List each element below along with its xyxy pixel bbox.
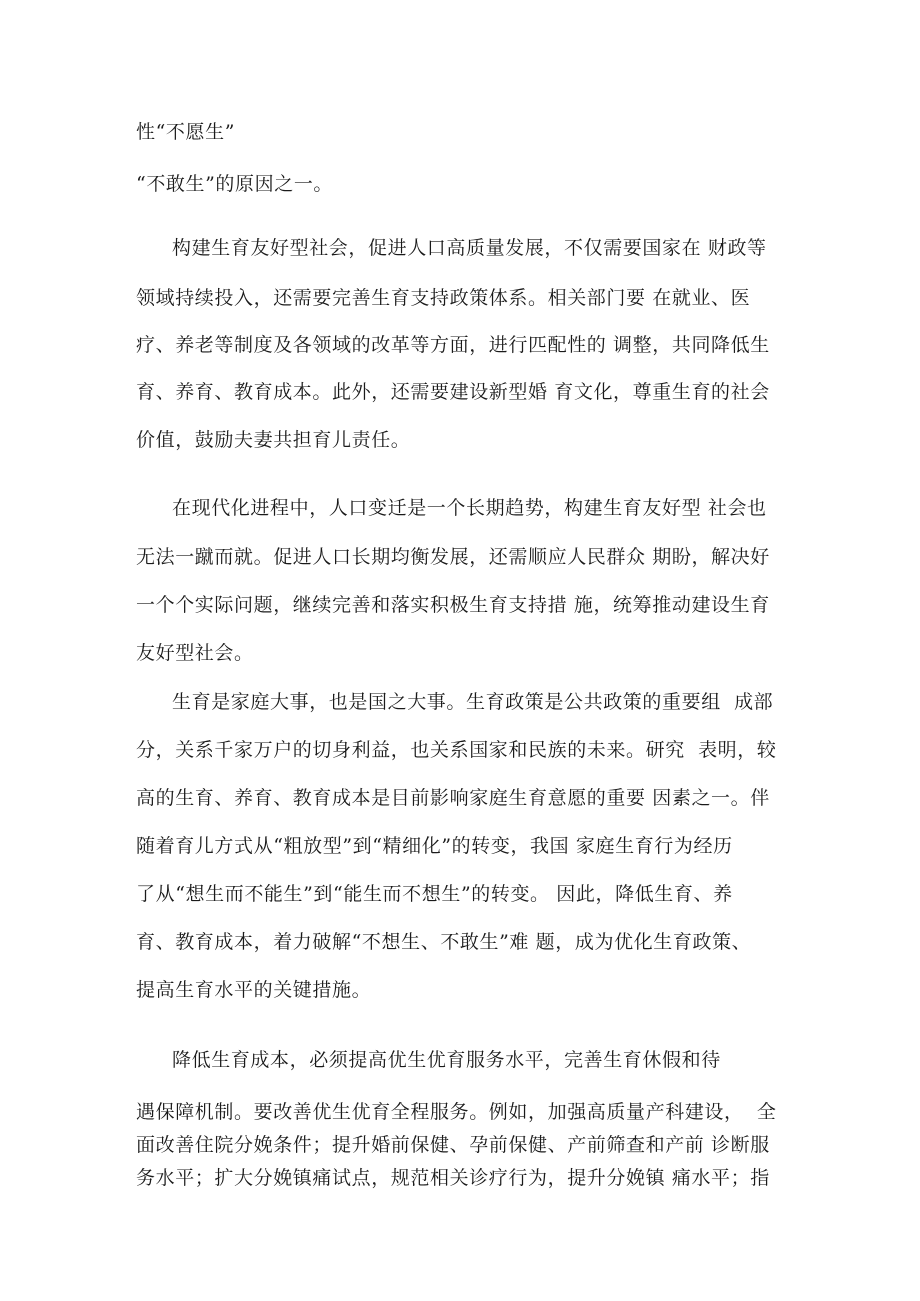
- paragraph-line: 构建生育友好型社会，促进人口高质量发展，不仅需要国家在 财政等: [172, 237, 767, 259]
- paragraph-line: 领域持续投入，还需要完善生育支持政策体系。相关部门要 在就业、医: [136, 287, 751, 309]
- paragraph-line: 随着育儿方式从“粗放型”到“精细化”的转变，我国 家庭生育行为经历: [136, 835, 733, 857]
- paragraph-line: 生育是家庭大事，也是国之大事。生育政策是公共政策的重要组 成部: [172, 691, 774, 713]
- text-line: 性“不愿生”: [136, 121, 236, 143]
- text-line: “不敢生”的原因之一。: [136, 173, 334, 195]
- paragraph-line: 友好型社会。: [136, 642, 254, 664]
- paragraph-line: 育、教育成本，着力破解“不想生、不敢生”难 题，成为优化生育政策、: [136, 931, 752, 953]
- paragraph-line: 无法一蹴而就。促进人口长期均衡发展，还需顺应人民群众 期盼，解决好: [136, 546, 770, 568]
- paragraph-line: 高的生育、养育、教育成本是目前影响家庭生育意愿的重要 因素之一。伴: [136, 787, 770, 809]
- paragraph-line: 价值，鼓励夫妻共担育儿责任。: [136, 429, 411, 451]
- paragraph-line: 务水平；扩大分娩镇痛试点，规范相关诊疗行为，提升分娩镇 痛水平；指: [136, 1167, 770, 1189]
- paragraph-line: 提高生育水平的关键措施。: [136, 979, 372, 1001]
- paragraph-line: 疗、养老等制度及各领域的改革等方面，进行匹配性的 调整，共同降低生: [136, 334, 770, 356]
- paragraph-line: 分，关系千家万户的切身利益，也关系国家和民族的未来。研究 表明，较: [136, 739, 777, 761]
- paragraph-line: 一个个实际问题，继续完善和落实积极生育支持措 施，统筹推动建设生育: [136, 594, 770, 616]
- paragraph-line: 面改善住院分娩条件；提升婚前保健、孕前保健、产前筛查和产前 诊断服: [136, 1134, 770, 1156]
- paragraph-line: 遇保障机制。要改善优生优育全程服务。例如，加强高质量产科建设， 全: [136, 1101, 777, 1123]
- paragraph-line: 育、养育、教育成本。此外，还需要建设新型婚 育文化，尊重生育的社会: [136, 381, 770, 403]
- paragraph-line: 了从“想生而不能生”到“能生而不想生”的转变。 因此，降低生育、养: [136, 883, 733, 905]
- paragraph-line: 在现代化进程中，人口变迁是一个长期趋势，构建生育友好型 社会也: [172, 497, 767, 519]
- paragraph-line: 降低生育成本，必须提高优生优育服务水平，完善生育休假和待: [172, 1049, 721, 1071]
